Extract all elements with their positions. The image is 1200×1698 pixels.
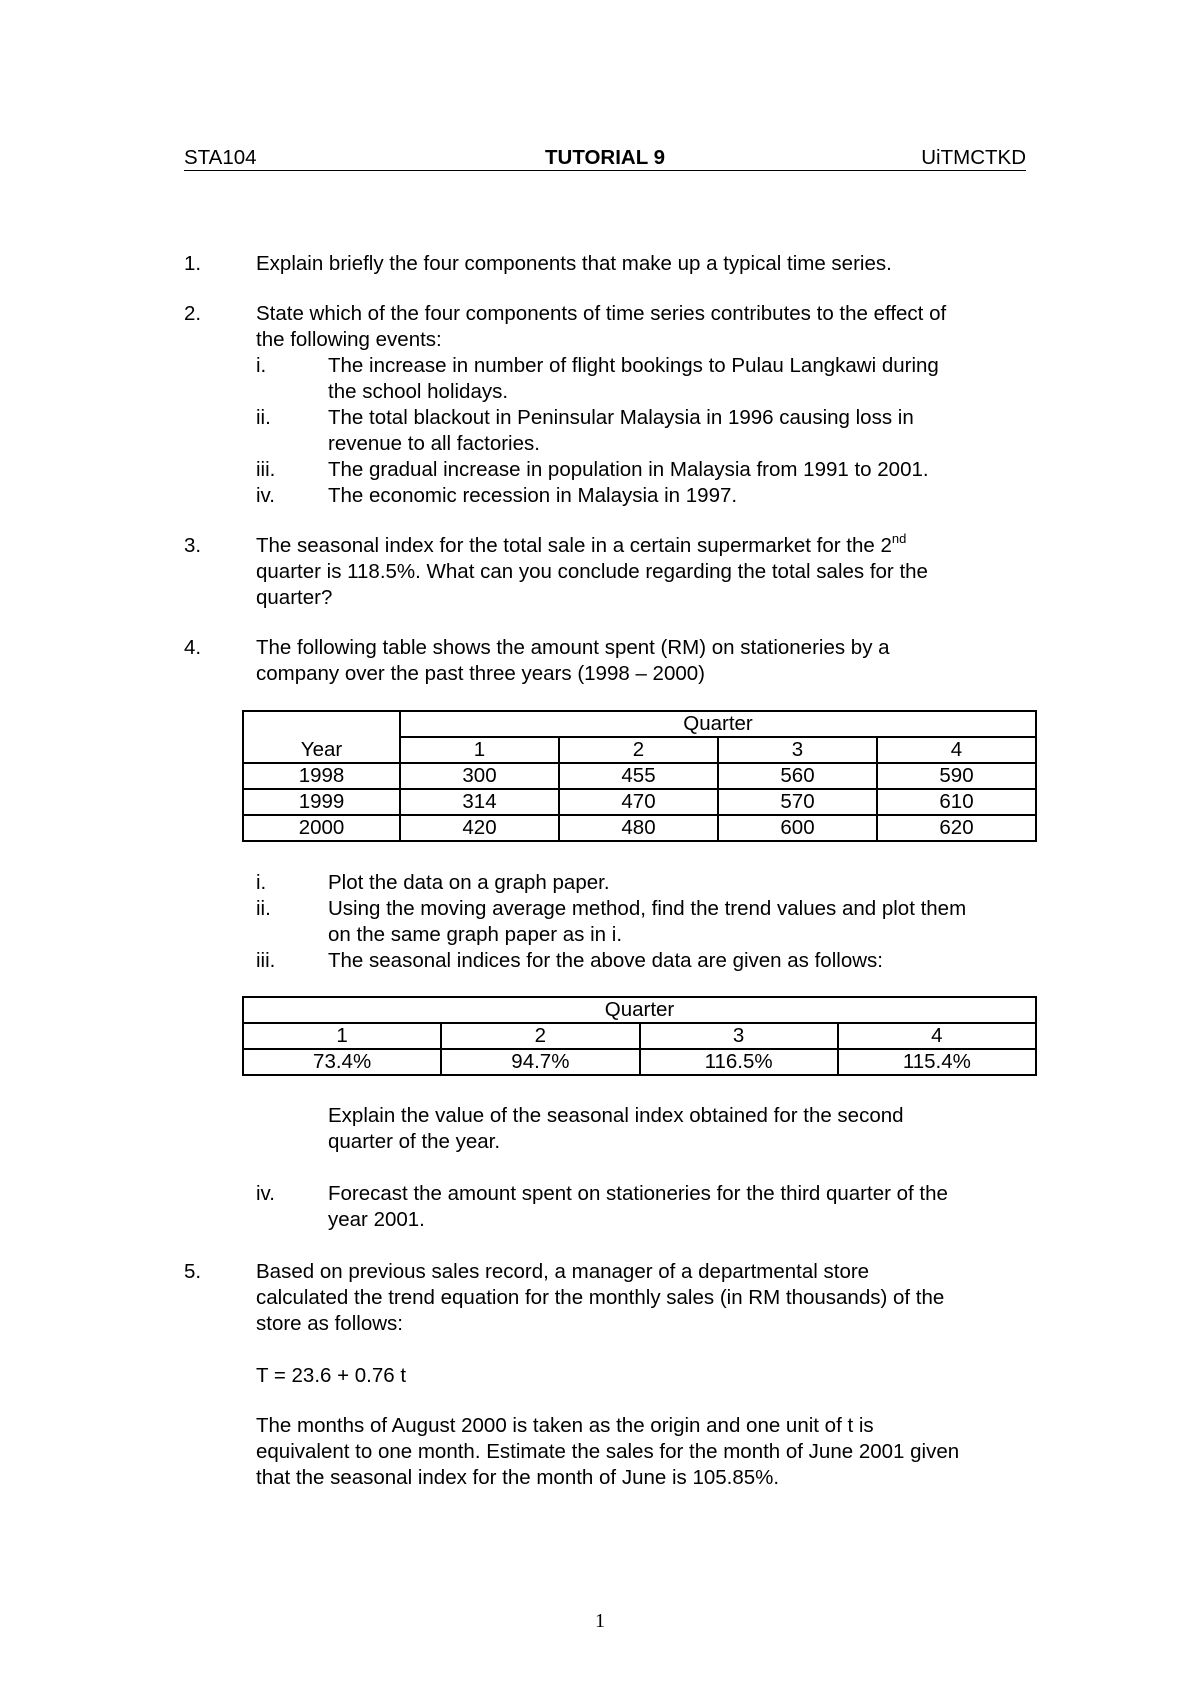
text-line: that the seasonal index for the month of June is 105.85%. (256, 1466, 780, 1489)
page-header (184, 146, 1026, 171)
value-cell: 314 (400, 789, 559, 815)
value-cell: 300 (400, 763, 559, 789)
stationery-spending-table (242, 710, 1037, 842)
value-cell: 570 (718, 789, 877, 815)
text-line: the school holidays. (328, 380, 509, 403)
item-numeral: i. (256, 354, 267, 377)
value-cell: 420 (400, 815, 559, 841)
text-line: Explain briefly the four components that make up a typical time series. (256, 252, 892, 275)
text-fragment: The seasonal index for the total sale in a certain supermarket for the 2 (256, 534, 892, 557)
text-line: Explain the value of the seasonal index obtained for the second (328, 1104, 904, 1127)
text-line: Plot the data on a graph paper. (328, 871, 610, 894)
text-line: store as follows: (256, 1312, 403, 1335)
seasonal-index-table (242, 996, 1037, 1076)
year-header: Year (243, 711, 400, 763)
text-line: year 2001. (328, 1208, 425, 1231)
item-numeral: iv. (256, 484, 275, 507)
course-code: STA104 (184, 146, 257, 169)
quarter-label: 2 (559, 737, 718, 763)
table-row (243, 763, 1036, 789)
value-cell: 560 (718, 763, 877, 789)
text-line: company over the past three years (1998 – 2000) (256, 662, 705, 685)
question-number: 4. (184, 636, 202, 659)
value-cell: 620 (877, 815, 1036, 841)
formula-text: T = 23.6 + 0.76 t (256, 1364, 407, 1387)
value-cell: 590 (877, 763, 1036, 789)
text-line: quarter? (256, 586, 333, 609)
index-cell: 73.4% (243, 1049, 441, 1075)
value-cell: 610 (877, 789, 1036, 815)
quarter-label: 1 (243, 1023, 441, 1049)
text-line: The months of August 2000 is taken as the origin and one unit of t is (256, 1414, 874, 1437)
value-cell: 480 (559, 815, 718, 841)
text-line: The total blackout in Peninsular Malaysia in 1996 causing loss in (328, 406, 914, 429)
question-text (256, 533, 1036, 611)
institution-code: UiTMCTKD (921, 146, 1026, 169)
table-row (243, 789, 1036, 815)
quarter-label: 2 (441, 1023, 639, 1049)
page-number: 1 (595, 1610, 605, 1632)
item-numeral: iv. (256, 1182, 275, 1205)
year-cell: 1999 (243, 789, 400, 815)
text-line: Using the moving average method, find the trend values and plot them (328, 897, 967, 920)
index-cell: 116.5% (640, 1049, 838, 1075)
text-line: the following events: (256, 328, 442, 351)
question-number: 3. (184, 534, 202, 557)
question-text (256, 301, 1036, 353)
text-line: The following table shows the amount spent (RM) on stationeries by a (256, 636, 890, 659)
table-row (243, 1049, 1036, 1075)
index-cell: 94.7% (441, 1049, 639, 1075)
text-line: quarter is 118.5%. What can you conclude regarding the total sales for the (256, 560, 928, 583)
item-numeral: i. (256, 871, 267, 894)
table-row (243, 815, 1036, 841)
item-numeral: ii. (256, 897, 271, 920)
text-line: The increase in number of flight bookings to Pulau Langkawi during (328, 354, 939, 377)
text-line: State which of the four components of time series contributes to the effect of (256, 302, 947, 325)
question-number: 2. (184, 302, 202, 325)
item-numeral: ii. (256, 406, 271, 429)
text-line: quarter of the year. (328, 1130, 501, 1153)
question-text (256, 1259, 1036, 1337)
quarter-label: 4 (838, 1023, 1036, 1049)
question-text (256, 635, 1036, 687)
question-number: 5. (184, 1260, 202, 1283)
year-cell: 2000 (243, 815, 400, 841)
question-text (256, 251, 1036, 277)
value-cell: 470 (559, 789, 718, 815)
item-numeral: iii. (256, 458, 276, 481)
quarter-label: 3 (640, 1023, 838, 1049)
question-number: 1. (184, 252, 202, 275)
index-cell: 115.4% (838, 1049, 1036, 1075)
quarter-header: Quarter (243, 997, 1036, 1023)
tutorial-title: TUTORIAL 9 (545, 146, 665, 169)
text-line: calculated the trend equation for the monthly sales (in RM thousands) of the (256, 1286, 945, 1309)
year-cell: 1998 (243, 763, 400, 789)
text-line: The gradual increase in population in Malaysia from 1991 to 2001. (328, 458, 929, 481)
text-line: on the same graph paper as in i. (328, 923, 623, 946)
text-line (256, 533, 1036, 559)
quarter-header: Quarter (400, 711, 1036, 737)
text-line: Based on previous sales record, a manager of a departmental store (256, 1260, 870, 1283)
text-line: Forecast the amount spent on stationeries for the third quarter of the (328, 1182, 948, 1205)
item-numeral: iii. (256, 949, 276, 972)
text-line: equivalent to one month. Estimate the sales for the month of June 2001 given (256, 1440, 960, 1463)
text-line: The economic recession in Malaysia in 1997. (328, 484, 738, 507)
quarter-label: 3 (718, 737, 877, 763)
quarter-label: 4 (877, 737, 1036, 763)
value-cell: 600 (718, 815, 877, 841)
text-line: The seasonal indices for the above data are given as follows: (328, 949, 883, 972)
text-line: revenue to all factories. (328, 432, 540, 455)
value-cell: 455 (559, 763, 718, 789)
quarter-label: 1 (400, 737, 559, 763)
ordinal-suffix: nd (891, 531, 907, 547)
